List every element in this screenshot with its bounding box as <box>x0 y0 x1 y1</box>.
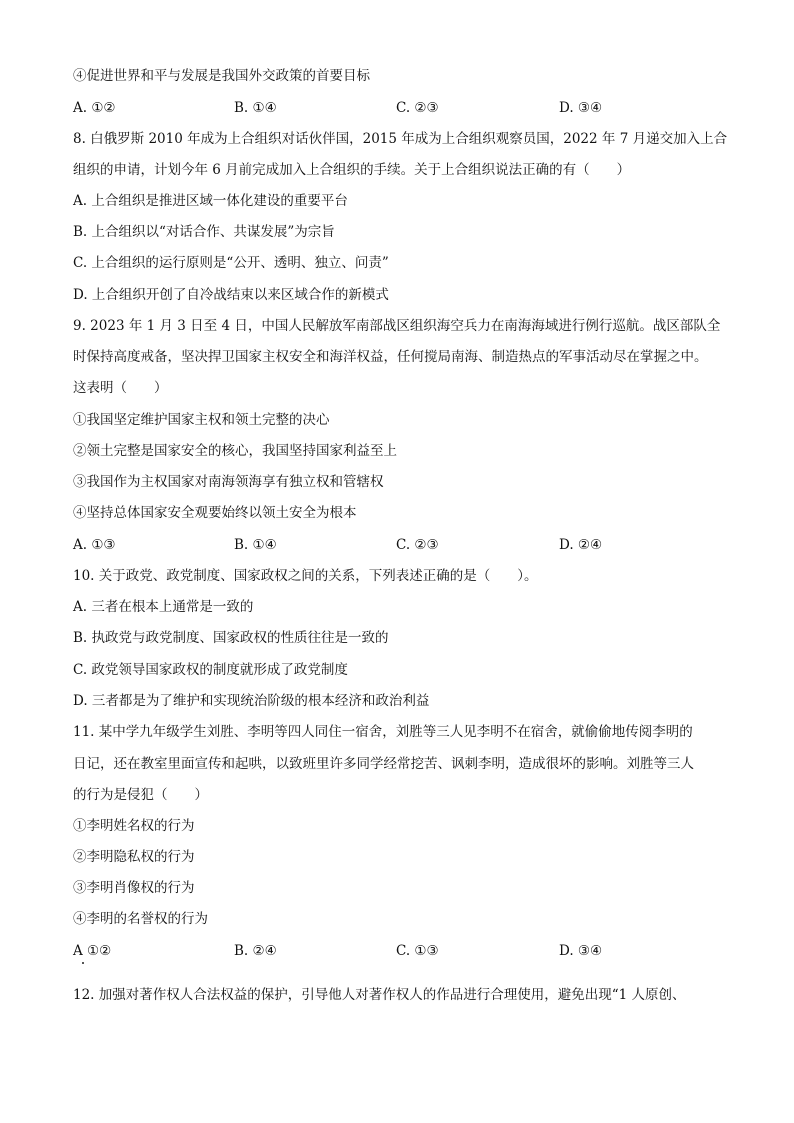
q9-option-a: A. ①③ <box>73 537 116 553</box>
q10-option-c: C. 政党领导国家政权的制度就形成了政党制度 <box>73 662 348 678</box>
q11-option-b: B. ②④ <box>234 943 277 959</box>
q9-item-4: ④坚持总体国家安全观要始终以领土安全为根本 <box>73 505 357 521</box>
q7-option-d: D. ③④ <box>559 100 603 116</box>
q10-option-b: B. 执政党与政党制度、国家政权的性质往往是一致的 <box>73 630 389 646</box>
q11-stem-line-1: 11. 某中学九年级学生刘胜、李明等四人同住一宿舍，刘胜等三人见李明不在宿舍，就偷偷地传阅李明的 <box>73 724 693 740</box>
q11-item-4: ④李明的名誉权的行为 <box>73 911 208 927</box>
q10-option-a: A. 三者在根本上通常是一致的 <box>73 599 254 615</box>
q11-option-a: A ①② <box>73 943 112 959</box>
q11-option-d: D. ③④ <box>559 943 603 959</box>
q11-item-3: ③李明肖像权的行为 <box>73 880 195 896</box>
q11-item-2: ②李明隐私权的行为 <box>73 849 195 865</box>
q8-stem-line-1: 8. 白俄罗斯 2010 年成为上合组织对话伙伴国，2015 年成为上合组织观察员国，2022 年 7 月递交加入上合 <box>73 131 728 147</box>
q8-stem-line-2: 组织的申请，计划今年 6 月前完成加入上合组织的手续。关于上合组织说法正确的有（ ） <box>73 162 631 178</box>
q9-option-d: D. ②④ <box>559 537 603 553</box>
q8-option-c: C. 上合组织的运行原则是“公开、透明、独立、问责” <box>73 255 389 271</box>
q12-stem-line-1: 12. 加强对著作权人合法权益的保护，引导他人对著作权人的作品进行合理使用，避免出现“1 人原创、 <box>73 987 686 1003</box>
q9-option-c: C. ②③ <box>396 537 439 553</box>
q11-stem-line-3: 的行为是侵犯（ ） <box>73 787 208 803</box>
q9-item-2: ②领土完整是国家安全的核心，我国坚持国家利益至上 <box>73 443 397 459</box>
q9-item-1: ①我国坚定维护国家主权和领土完整的决心 <box>73 412 330 428</box>
q7-item-4: ④促进世界和平与发展是我国外交政策的首要目标 <box>73 68 370 84</box>
q11-option-c: C. ①③ <box>396 943 439 959</box>
q9-stem-line-3: 这表明（ ） <box>73 380 168 396</box>
q7-option-b: B. ①④ <box>234 100 277 116</box>
q8-option-a: A. 上合组织是推进区域一体化建设的重要平台 <box>73 193 348 209</box>
stray-mark <box>82 962 84 964</box>
q9-option-b: B. ①④ <box>234 537 277 553</box>
q7-option-a: A. ①② <box>73 100 116 116</box>
q9-stem-line-1: 9. 2023 年 1 月 3 日至 4 日，中国人民解放军南部战区组织海空兵力在南海海域进行例行巡航。战区部队全 <box>73 318 721 334</box>
q11-item-1: ①李明姓名权的行为 <box>73 818 195 834</box>
q9-stem-line-2: 时保持高度戒备，坚决捍卫国家主权安全和海洋权益，任何搅局南海、制造热点的军事活动尽在掌握之中。 <box>73 349 708 365</box>
q10-stem: 10. 关于政党、政党制度、国家政权之间的关系，下列表述正确的是（ ）。 <box>73 568 538 584</box>
q8-option-d: D. 上合组织开创了自冷战结束以来区域合作的新模式 <box>73 287 389 303</box>
q9-item-3: ③我国作为主权国家对南海领海享有独立权和管辖权 <box>73 474 384 490</box>
q8-option-b: B. 上合组织以“对话合作、共谋发展”为宗旨 <box>73 224 335 240</box>
q7-option-c: C. ②③ <box>396 100 439 116</box>
q10-option-d: D. 三者都是为了维护和实现统治阶级的根本经济和政治利益 <box>73 693 430 709</box>
q11-stem-line-2: 日记，还在教室里面宣传和起哄，以致班里许多同学经常挖苦、讽刺李明，造成很坏的影响。刘胜等三人 <box>73 756 694 772</box>
